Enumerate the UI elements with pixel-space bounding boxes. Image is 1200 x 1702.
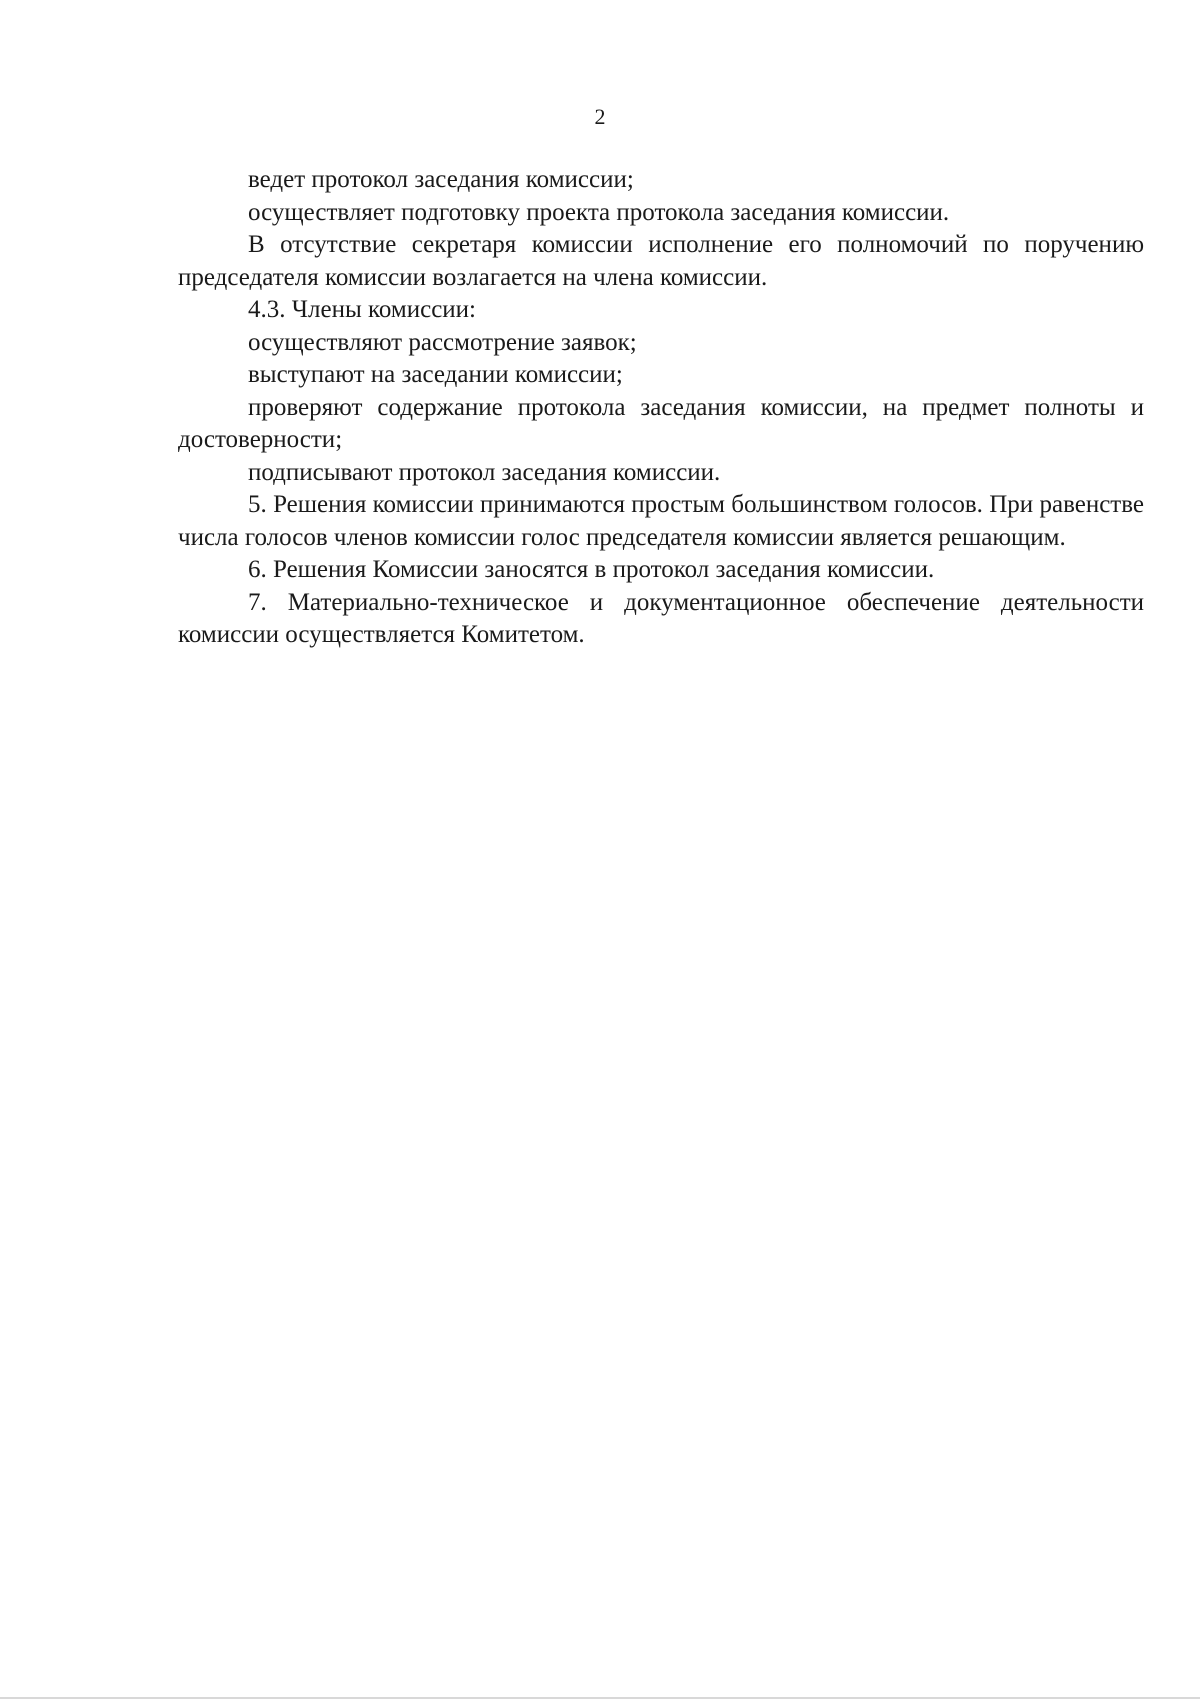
paragraph-members-heading: 4.3. Члены комиссии: bbox=[248, 296, 476, 323]
document-body bbox=[178, 164, 1144, 652]
paragraph-support: 7. Материально-техническое и документационное обеспечение деятельности комиссии осуществляется Комитетом. bbox=[178, 588, 1144, 648]
paragraph-members-duty-2: выступают на заседании комиссии; bbox=[248, 361, 623, 388]
paragraph-members-duty-1: осуществляют рассмотрение заявок; bbox=[248, 328, 637, 356]
paragraph-secretary-absence: В отсутствие секретаря комиссии исполнение его полномочий по поручению председателя комиссии возлагается на члена комиссии. bbox=[178, 231, 1144, 291]
page-number: 2 bbox=[594, 104, 606, 129]
paragraph-secretary-duty-2: осуществляет подготовку проекта протокола заседания комиссии. bbox=[248, 198, 950, 226]
paragraph-secretary-duty-1: ведет протокол заседания комиссии; bbox=[248, 166, 634, 193]
paragraph-members-duty-4: подписывают протокол заседания комиссии. bbox=[248, 458, 721, 486]
scan-edge-line bbox=[0, 1697, 1200, 1699]
paragraph-decisions-majority: 5. Решения комиссии принимаются простым большинством голосов. При равенстве числа голосов членов комиссии голос председателя комиссии является решающим. bbox=[178, 491, 1144, 551]
paragraph-decisions-protocol: 6. Решения Комиссии заносятся в протокол заседания комиссии. bbox=[248, 556, 935, 583]
paragraph-members-duty-3: проверяют содержание протокола заседания комиссии, на предмет полноты и достоверности; bbox=[178, 393, 1144, 453]
